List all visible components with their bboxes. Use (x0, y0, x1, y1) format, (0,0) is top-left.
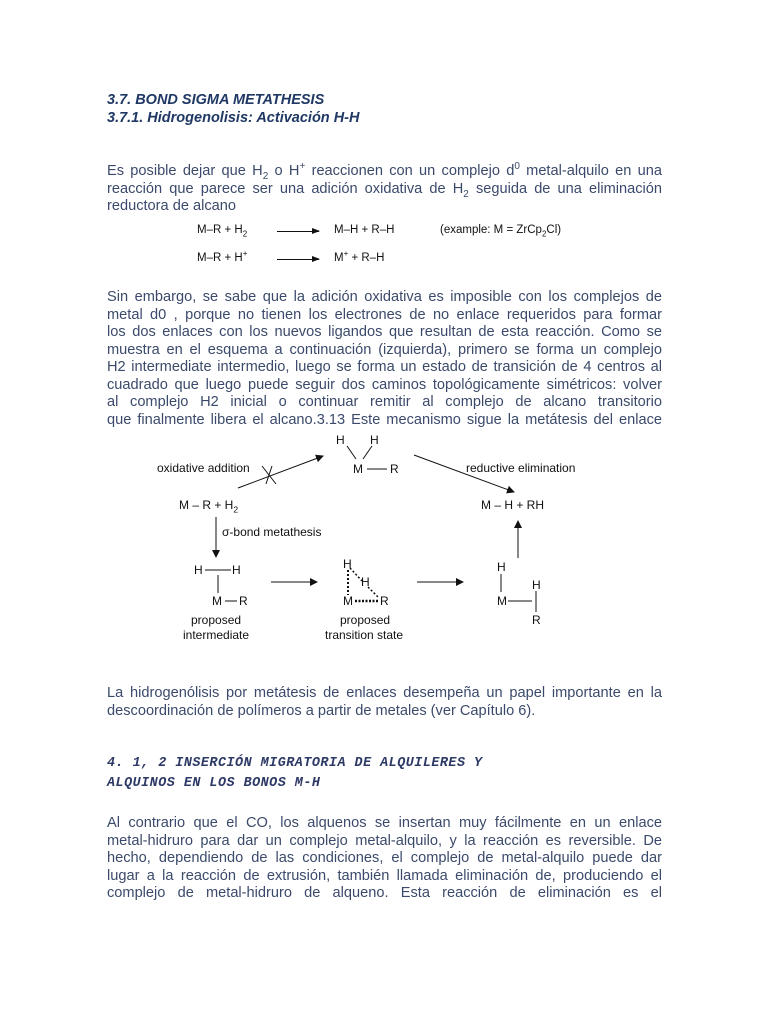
equation-2-products: M+ + R–H (334, 249, 385, 264)
paragraph-line: hecho, dependiendo de las condiciones, el complejo de metal-alquilo puede dar (107, 850, 662, 866)
insertion-paragraph (107, 815, 662, 903)
ts-r-group: R (380, 594, 389, 608)
ts-caption-line-1: proposed (340, 613, 391, 627)
equation-1-example: (example: M = ZrCp$_2$Cl) (440, 224, 562, 239)
intro-line-3: reductora de alcano (107, 198, 236, 214)
intermediate-r-group: R (239, 594, 248, 608)
top-h-atom: H (370, 433, 379, 447)
paragraph-line: lugar a la reacción de extrusión, también llamada eliminación de, produciendo el (107, 867, 662, 884)
ts-h-atom: H (343, 557, 352, 571)
cross-mark (266, 466, 272, 484)
top-m-atom: M (353, 462, 363, 476)
paragraph-line: los dos enlaces con los nuevos ligandos que resultan de esta reacción. Como se (107, 324, 662, 340)
final-h-atom: H (532, 578, 541, 592)
equation-1-reactants: $M-R + H_2$ (197, 224, 248, 239)
intro-line-2: reacción que parece ser una adición oxidativa de $H_2$ seguida de una eliminación (107, 180, 662, 200)
ts-m-atom: M (343, 594, 353, 608)
hydrogenolysis-paragraph (107, 685, 662, 720)
top-h-atom: H (336, 433, 345, 447)
sigma-bond-metathesis-label: σ-bond metathesis (222, 525, 322, 539)
paragraph-line: cuadrado que luego puede seguir dos caminos topológicamente simétricos: volver (107, 376, 662, 393)
equation-2-reactants: M–R + H+ (197, 249, 248, 264)
intro-line-1: Es posible dejar que $H_2$ o H+ reaccionen con un complejo $d^0$ metal-alquilo en una (107, 161, 663, 182)
paragraph-line: H2 intermediate intermedio, luego se forma un estado de transición de 4 centros al (107, 359, 662, 375)
section-4-heading-line-2: ALQUINOS EN LOS BONOS M-H (107, 776, 321, 791)
top-h-m-bond-1 (347, 446, 356, 459)
paragraph-line: Sin embargo, se sabe que la adición oxidativa es imposible con los complejos de (107, 289, 662, 305)
ts-h-atom: H (361, 575, 370, 589)
intermediate-caption-line-1: proposed (191, 613, 242, 627)
paragraph-line: metal d0 , porque no tienen los electrones de no enlace requeridos para formar (107, 306, 662, 323)
intermediate-h-atom: H (194, 563, 203, 577)
paragraph-line: complejo de metal-hidruro de alqueno. Esta reacción de eliminación es el (107, 885, 662, 901)
paragraph-line: La hidrogenólisis por metátesis de enlaces desempeña un papel importante en la (107, 685, 662, 701)
paragraph-line: al complejo H2 inicial o continuar remitir al complejo de alcano transitorio (107, 394, 662, 410)
section-4-heading-line-1: 4. 1, 2 INSERCIÓN MIGRATORIA DE ALQUILERES Y (107, 756, 483, 771)
final-r-group: R (532, 613, 541, 627)
paragraph-line: Al contrario que el CO, los alquenos se insertan muy fácilmente en un enlace (107, 815, 662, 831)
intermediate-m-atom: M (212, 594, 222, 608)
reductive-elimination-label: reductive elimination (466, 461, 576, 475)
paragraph-line: que finalmente libera el alcano.3.13 Este mecanismo sigue la metátesis del enlace (107, 411, 662, 428)
paragraph-line: metal-hidruro para dar un complejo metal-alquilo, y la reacción es reversible. De (107, 832, 662, 849)
start-reactants: $M - R + H_2$ (179, 498, 239, 515)
ts-caption-line-2: transition state (325, 628, 404, 642)
final-products: M – H + RH (481, 498, 545, 512)
section-heading: 3.7. BOND SIGMA METATHESIS (107, 92, 325, 108)
top-h-m-bond-2 (363, 446, 372, 459)
subsection-heading: 3.7.1. Hidrogenolisis: Activación H-H (107, 110, 360, 126)
oxidative-addition-label: oxidative addition (157, 461, 250, 475)
oxidative-addition-arrow (238, 456, 323, 488)
equation-1-products: M–H + R–H (334, 224, 395, 236)
final-h-atom: H (497, 560, 506, 574)
top-r-group: R (390, 462, 399, 476)
intermediate-caption-line-2: intermediate (183, 628, 250, 642)
intermediate-h-atom: H (232, 563, 241, 577)
final-m-atom: M (497, 594, 507, 608)
paragraph-line: descoordinación de polímeros a partir de metales (ver Capítulo 6). (107, 702, 536, 719)
paragraph-line: muestra en el esquema a continuación (izquierda), primero se forma un complejo (107, 341, 662, 358)
